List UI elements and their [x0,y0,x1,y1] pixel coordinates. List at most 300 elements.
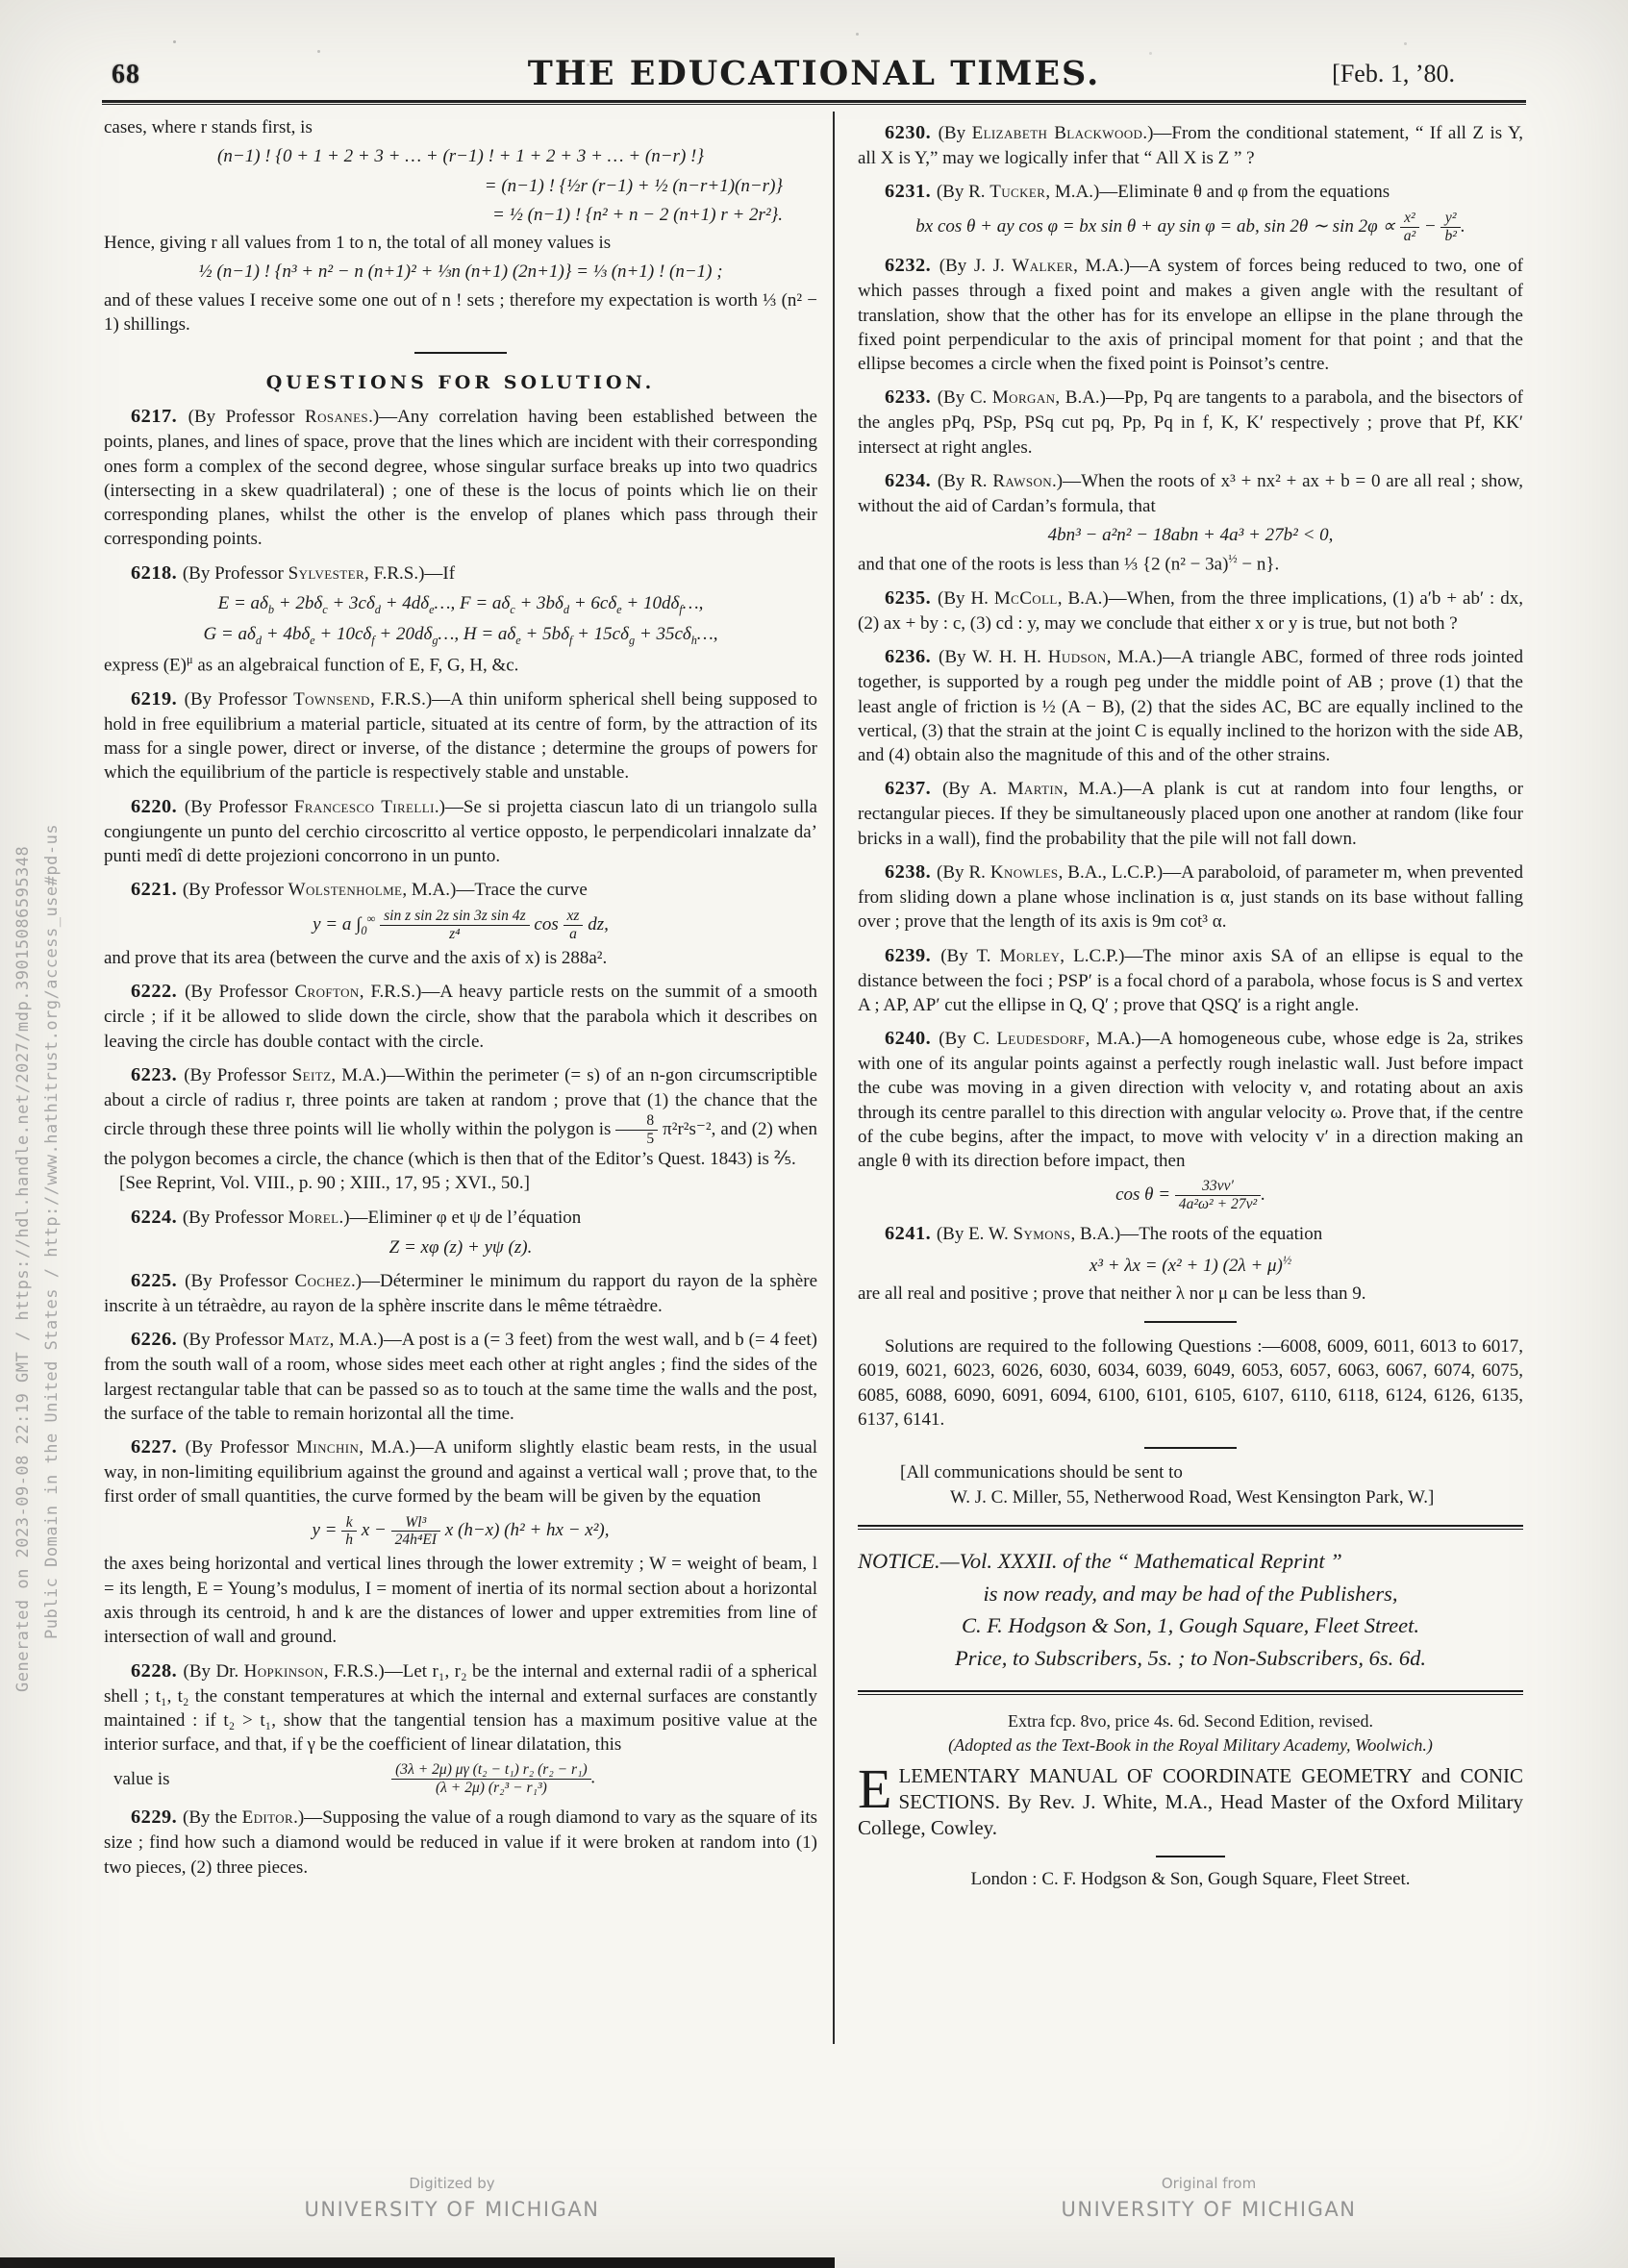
question-6233 [858,385,1523,460]
byline-prefix: (By J. J. [939,256,1013,277]
byline-suffix: , F.R.S.)— [369,688,451,710]
proposer-name: Rosanes [305,407,369,428]
question-number: 6241. [885,1223,937,1245]
double-rule [858,1525,1523,1530]
fraction-numerator: k [341,1514,357,1532]
imprint-rule [1156,1856,1225,1857]
question-opening [104,1805,817,1880]
question-text: The roots of the equation [1139,1224,1323,1245]
fraction-numerator: sin z sin 2z sin 3z sin 4z [380,908,530,925]
question-opening [858,860,1523,935]
question-text: Eliminer φ et ψ de l’équation [367,1207,582,1228]
byline-suffix: , B.A.)— [1070,1224,1140,1245]
hathitrust-generated-stamp: Generated on 2023-09-08 22:19 GMT / https://hdl.handle.net/2027/mdp.39015086595348 [13,845,33,1692]
fraction-denominator: (λ + 2μ) (r₂³ − r₁³) [435,1779,547,1796]
fraction-denominator: a² [1403,227,1416,244]
display-formula [104,1514,817,1549]
question-text: A uniform slightly elastic beam rests, in the usual way, in non-limiting equilibrium against the ground and against a vertical wall ; prove that, to the first order of small quantities, the curve formed by the beam will be given by the equation [104,1437,817,1508]
question-6231 [858,179,1523,244]
display-formula [858,210,1523,244]
byline-suffix: , M.A.)— [1063,779,1141,800]
paragraph: and of these values I receive some one out of n ! sets ; therefore my expectation is worth ⅓ (n² − 1) shillings. [104,289,817,335]
proposer-name: Rawson [992,470,1053,491]
byline-suffix: .)— [293,1807,323,1829]
question-number: 6227. [131,1436,186,1458]
byline-suffix: .)— [1142,123,1172,143]
byline-prefix: (By Professor [184,796,294,817]
display-formula [858,1178,1523,1212]
question-text: A plank is cut at random into four lengths, or rectangular pieces. If they be simultaneously placed upon one another at random (like four bricks in a wall), find the probability that the pile will not fall down. [858,779,1523,849]
paragraph: express $(E)^\mu$ as an algebraical function of E, F, G, H, &c. [104,653,519,676]
question-opening [858,179,1523,205]
superscript: μ [187,653,193,667]
question-text: Let r₁, r₂ be the internal and external radii of a spherical shell ; t₁, t₂ the constant temperatures at which the internal and external surfaces are constantly maintained : if t₂ > t₁, show that the tangential tension has a maximum positive value at the interior surface, and that, if γ be the coefficient of linear dilatation, this [104,1660,817,1756]
communications-note [858,1460,1523,1509]
fraction-denominator: 24h⁴EI [394,1532,438,1549]
question-6240 [858,1026,1523,1212]
communications-line: W. J. C. Miller, 55, Netherwood Road, West Kensington Park, W.] [950,1486,1435,1508]
superscript: ½ [1228,552,1238,566]
paragraph: and prove that its area (between the curve and the axis of x) is 288a². [104,948,608,969]
proposer-name: McColl [993,588,1058,610]
question-6226 [104,1327,817,1426]
hathitrust-rights-stamp: Public Domain in the United States / http://www.hathitrust.org/access_use#pd-us [42,823,62,1639]
question-text: A paraboloid, of parameter m, when prevented from sliding down a plane whose inclination is α, just stands on its base without falling over ; prove that the length of its axis is 9m cot³ α. [858,861,1523,933]
question-opening [104,1658,817,1757]
subscript: e [515,633,521,647]
question-6229 [104,1805,817,1880]
byline-prefix: (By R. [937,470,993,491]
subscript: b [267,602,275,616]
proposer-name: Walker [1012,256,1074,277]
fraction-numerator: x² [1400,210,1419,227]
proposer-name: Martin [1007,779,1064,800]
question-6218 [104,561,817,678]
notice-line: is now ready, and may be had of the Publishers, [983,1581,1398,1606]
display-formula [858,523,1523,547]
proposer-name: Francesco Tirelli [293,796,435,817]
question-text: Trace the curve [474,880,588,901]
fraction-numerator: xz [564,908,584,925]
original-from-stamp [1040,2175,1377,2221]
question-6223 [104,1062,817,1196]
question-number: 6233. [885,386,938,409]
question-text: A system of forces being reduced to two, one of which passes through a fixed point and makes a given angle with the resultant of translation, show that the other has for its envelope an ellipse in the plane through the fixed point perpendicular to the axis of principal moment for that point ; and that the ellipse becomes a circle when the fixed point is Poinsot’s centre. [858,256,1523,375]
byline-suffix: , F.R.S.)— [323,1660,403,1682]
question-text: Pp, Pq are tangents to a parabola, and the bisectors of the angles pPq, PSp, PSq cut pq, Pp, Pq in f, K, K′ respectively ; prove that Pf, KK′ intersect at right angles. [858,387,1523,458]
question-text: If [442,562,456,584]
byline-prefix: (By A. [941,779,1008,800]
question-text: A post is a (= 3 feet) from the west wall, and b (= 4 feet) from the south wall of a room, whose sides meet each other at right angles ; find the sides of the largest rectangular table that can be passed so as to touch at the same time the walls and the post, the surface of the table to remain horizontal all the time. [104,1330,817,1424]
byline-suffix: , M.A.)— [359,1437,435,1458]
formula-body: (n−1) ! {0 + 1 + 2 + 3 + … + (r−1) ! + 1 + 2 + 3 + … + (n−r) !} [217,146,704,167]
subscript: e [310,633,315,647]
reference-note: [See Reprint, Vol. VIII., p. 90 ; XIII., 17, 95 ; XVI., 50.] [119,1173,530,1194]
subscript: f [679,602,683,616]
subscript: c [322,602,328,616]
proposer-name: Seitz [291,1064,332,1085]
byline-prefix: (By Professor [182,1207,288,1228]
question-number: 6218. [131,561,183,584]
byline-suffix: .)— [1052,470,1082,491]
proposer-name: Wolstenholme [288,880,403,901]
question-opening [858,644,1523,767]
byline-prefix: (By C. [937,387,992,409]
notice-line: NOTICE.—Vol. XXXII. of the “ Mathematical Reprint ” [858,1548,1342,1573]
publisher-imprint [858,1856,1523,1891]
question-6219 [104,686,817,785]
scan-edge-artifact [0,2257,835,2268]
formula-body: x³ + λx = (x² + 1) $(2\lambda + \mu)^{\frac{1}{2}}$ [1089,1253,1292,1276]
formula-body: Z = xφ (z) + yψ (z). [388,1236,533,1258]
question-opening [104,979,817,1054]
formula-body: $G = a\delta_d + 4b\delta_e + 10c\delta_f$ + $20d\delta_g\dots$, $H = a\delta_e + 5b\delta_f + 15c\delta_g$ + $35c\delta_h\dots$, [203,623,718,647]
notice-line: Price, to Subscribers, 5s. ; to Non-Subscribers, 6s. 6d. [955,1646,1426,1671]
digitized-by-label: Digitized by [409,2175,495,2192]
proposer-name: Cochez [294,1270,351,1291]
proposer-name: Sylvester [288,562,365,584]
question-opening [858,253,1523,376]
question-number: 6220. [131,795,185,817]
display-formula [858,1252,1523,1278]
fraction-denominator: z⁴ [449,925,461,942]
byline-suffix: , L.C.P.)— [1060,945,1143,966]
formula-body: y = $\frac{k}{h}$ x − $\frac{\text{Wl³}}{\text{24h⁴EI}}$ x (h−x) (h² + hx − x²), [312,1513,610,1549]
question-6220 [104,794,817,869]
byline-prefix: (By Dr. [183,1660,244,1682]
question-opening [858,776,1523,851]
subscript: d [374,602,381,616]
byline-suffix: , F.R.S.)— [364,562,443,584]
advert-adopted-line: (Adopted as the Text-Book in the Royal Military Academy, Woolwich.) [948,1734,1433,1755]
question-number: 6229. [131,1807,184,1829]
question-opening [104,877,817,903]
question-opening [104,1062,817,1171]
question-text: Within the perimeter (= s) of an n-gon circumscriptible about a circle of radius r, three points are taken at random ; prove that (1) the chance that the circle through these three points will lie wholly within the polygon is $\frac{8}{5}$ π²r²s⁻², and (2) when the polygon becomes a circle, the chance (which is then that of the Editor’s Quest. 1843) is ⅖. [104,1064,817,1170]
subscript: c [510,602,515,616]
question-text: A triangle ABC, formed of three rods jointed together, is supported by a rough peg under the middle point of AB ; prove (1) that the least angle of friction is ½ (A − B), (2) that the sides AC, BC are equally inclined to the vertical, (3) that the strain at the joint C is equally inclined to the horizon with the side AB, and (4) obtain also the magnitude of this and of the other strains. [858,647,1524,766]
fraction [615,1112,658,1147]
advert-edition-line: Extra fcp. 8vo, price 4s. 6d. Second Edition, revised. [1008,1710,1373,1731]
byline-prefix: (By R. [936,182,990,203]
question-number: 6236. [885,646,939,668]
byline-suffix: , B.A.)— [1057,588,1127,610]
book-advert [858,1710,1523,1842]
formula-body: 4bn³ − a²n² − 18abn + 4a³ + 27b² < 0, [1047,525,1334,546]
question-6237 [858,776,1523,851]
question-6239 [858,943,1523,1018]
proposer-name: Crofton [294,982,360,1003]
formula-body: y = a $\int_0^\infty$ $\frac{\text{sin z sin 2z sin 3z sin 4z}}{\text{z⁴}}$ cos $\frac{xz}{a}$ dz, [313,908,609,942]
question-number: 6240. [885,1028,939,1050]
question-text: A heavy particle rests on the summit of a smooth circle ; if it be allowed to slide down the circle, show that the parabola which it describes on leaving the circle has double contact with the circle. [104,982,817,1052]
fraction-numerator: (3λ + 2μ) μγ (t₂ − t₁) r₂ (r₂ − r₁) [391,1761,591,1779]
question-6222 [104,979,817,1054]
formula-body: bx cos θ + ay cos φ = bx sin θ + ay sin φ = ab, sin 2θ ∼ sin 2φ ∝ $\frac{\text{x²}}{\text{a²}}$ − $\frac{\text{y²}}{\text{b²}}$ . [915,210,1465,244]
byline-prefix: (By E. W. [936,1224,1014,1245]
superscript: ∞ [366,911,376,926]
fraction-denominator: 5 [646,1130,655,1147]
question-text: Eliminate θ and φ from the equations [1117,182,1390,203]
byline-prefix: (By Professor [188,407,306,428]
byline-suffix: , B.A., L.C.P.)— [1058,861,1182,883]
formula-body: = ½ (n−1) ! {n² + n − 2 (n+1) r + 2r²}. [492,204,783,225]
question-6232 [858,253,1523,376]
question-opening [104,1434,817,1509]
communications-line: [All communications should be sent to [900,1462,1183,1483]
byline-prefix: (By the [183,1807,242,1829]
question-6230 [858,120,1523,170]
question-number: 6231. [885,181,937,203]
proposer-name: Morgan [991,387,1056,409]
question-text: Supposing the value of a rough diamond to vary as the square of its size ; find how such a diamond would be reduced in value if it were broken at random into (1) two pieces, (2) three pieces. [104,1807,817,1878]
byline-suffix: , M.A.)— [331,1064,405,1085]
subscript: e [616,602,622,616]
subscript: d [563,602,570,616]
question-6234 [858,468,1523,577]
paragraph: and that one of the roots is less than ⅓ {2 $(n^2 - 3a)^{\frac{1}{2}} - n$}. [858,552,1280,575]
subscript: e [429,602,435,616]
subscript: f [568,633,573,647]
byline-prefix: (By Professor [182,880,288,901]
page-number: 68 [112,60,140,89]
question-number: 6217. [131,406,188,428]
question-6235 [858,586,1523,636]
byline-prefix: (By Professor [183,1330,289,1351]
question-text: Any correlation having been established between the points, planes, and lines of space, prove that the lines which are incident with their corresponding ones form a complex of the second degree, whose singular surface breaks up into two quadrics (intersecting in a skew quadrilateral) ; one of these is the locus of points which lie on their corresponding planes, whilst the other is the envelop of planes which pass through their corresponding points. [104,407,817,550]
subscript: f [371,633,375,647]
fraction [1400,210,1419,244]
paragraph: Solutions are required to the following Questions :—6008, 6009, 6011, 6013 to 6017, 6019, 6021, 6023, 6026, 6030, 6034, 6039, 6049, 6053, 6057, 6063, 6067, 6074, 6075, 6085, 6088, 6090, 6091, 6094, 6100, 6101, 6105, 6107, 6110, 6118, 6124, 6126, 6135, 6137, 6141. [858,1336,1523,1431]
paragraph: cases, where r stands first, is [104,117,313,137]
question-number: 6223. [131,1063,185,1085]
proposer-name: Minchin [296,1437,360,1458]
question-opening [858,586,1523,636]
question-opening [104,1268,817,1318]
byline-prefix: (By Professor [184,688,294,710]
display-formula [104,1761,817,1796]
byline-suffix: , B.A.)— [1055,387,1124,409]
separator-rule [1144,1321,1237,1323]
byline-prefix: (By [938,123,972,143]
question-number: 6222. [131,981,186,1003]
proposer-name: Symons [1013,1224,1071,1245]
display-formula [104,174,817,198]
question-6241 [858,1221,1523,1306]
page-title: THE EDUCATIONAL TIMES. [527,54,1101,93]
fraction [391,1514,441,1549]
proposer-name: Tucker [989,182,1046,203]
question-opening [104,561,817,586]
formula-body: = (n−1) ! {½r (r−1) + ½ (n−r+1)(n−r)} [484,175,783,196]
question-6236 [858,644,1523,767]
proposer-name: Editor [241,1807,294,1829]
byline-prefix: (By T. [940,945,1000,966]
question-opening [104,1205,817,1231]
digitized-by-stamp [288,2175,615,2221]
question-opening [104,1327,817,1426]
paragraph: the axes being horizontal and vertical lines through the lower extremity ; W = weight of beam, l = its length, E = Young’s modulus, I = moment of inertia of its normal section about a horizontal axis through its centroid, h and k are the distances of lower and upper extremities from line of intersection of wall and ground. [104,1554,817,1648]
byline-prefix: (By H. [938,588,994,610]
fraction-denominator: b² [1444,227,1457,244]
byline-prefix: (By W. H. H. [939,647,1048,668]
question-opening [858,468,1523,518]
display-formula [104,260,817,284]
question-opening [104,404,817,551]
issue-date: [Feb. 1, ’80. [1332,60,1455,87]
fraction-denominator: a [569,925,577,942]
proposer-name: Hudson [1047,647,1107,668]
byline-suffix: .)— [434,796,463,817]
fraction [380,908,530,942]
byline-suffix: , M.A.)— [1045,182,1118,203]
proposer-name: Leudesdorf [996,1029,1086,1050]
proposer-name: Morel [288,1207,339,1228]
formula-label: value is [113,1768,170,1789]
fraction-numerator: y² [1440,210,1460,227]
question-6225 [104,1268,817,1318]
advert-title [858,1757,1523,1842]
question-number: 6221. [131,879,183,901]
separator-rule [414,352,507,354]
display-formula [104,591,817,617]
byline-suffix: .)— [350,1270,381,1291]
notice-line: C. F. Hodgson & Son, 1, Gough Square, Fleet Street. [961,1613,1419,1638]
scan-speckles [173,40,176,43]
byline-prefix: (By C. [939,1029,997,1050]
question-number: 6219. [131,687,185,710]
question-text: The minor axis SA of an ellipse is equal to the distance between the foci ; PSP′ is a focal chord of a parabola, whose focus is S and vertex A ; AP, AP′ cut the ellipse in Q, Q′ ; prove that QSQ′ is a right angle. [858,945,1524,1015]
question-text: Déterminer le minimum du rapport du rayon de la sphère inscrite à un tétraèdre, au rayon de la sphère inscrite dans le même tétraèdre. [104,1270,817,1316]
fraction-numerator: Wl³ [391,1514,441,1532]
fraction-denominator: h [345,1532,354,1549]
section-heading: QUESTIONS FOR SOLUTION. [265,372,656,394]
imprint-line: London : C. F. Hodgson & Son, Gough Square, Fleet Street. [970,1868,1411,1889]
fraction [1175,1178,1261,1212]
subscript: g [432,633,438,647]
question-opening [858,943,1523,1018]
question-number: 6238. [885,860,938,883]
right-column [858,112,1523,1891]
question-number: 6225. [131,1269,186,1291]
question-opening [104,686,817,785]
byline-suffix: , M.A.)— [402,880,475,901]
proposer-name: Hopkinson [243,1660,324,1682]
byline-prefix: (By Professor [185,1437,297,1458]
proposer-name: Knowles [989,861,1059,883]
fraction-numerator: 33vv′ [1175,1178,1261,1195]
question-6224 [104,1205,817,1259]
byline-prefix: (By Professor [185,1270,295,1291]
fraction [341,1514,357,1549]
question-text: Se si projetta ciascun lato di un triangolo sulla congiungente un punto del cerchio circoscritto al vertice opposto, le perpendicolari innalzate da’ punti medî di dette projezioni concorrono in un punto. [104,796,817,866]
superscript: ½ [1282,1253,1292,1267]
byline-suffix: .)— [338,1207,368,1228]
question-text: A thin uniform spherical shell being supposed to hold in free equilibrium a material particle, situated at its centre of form, by the attraction of its mass for a single power, direct or inverse, of the distance ; determine the groups of powers for which the equilibrium of the particle is respectively stable and unstable. [104,688,817,784]
formula-body: cos θ = $\frac{33vv'}{\text{4a²ω² + 27v²}}$ . [1115,1178,1265,1212]
advert-dropcap: E [858,1757,892,1820]
display-formula [104,144,817,168]
proposer-name: Morley [999,945,1061,966]
fraction [1440,210,1460,244]
byline-prefix: (By R. [937,861,990,883]
question-number: 6226. [131,1329,184,1351]
question-text: When, from the three implications, (1) a′b + ab′ : dx, (2) ax + by : c, (3) cd : y, may we conclude that either x or y is true, but not both ? [858,588,1523,635]
byline-prefix: (By Professor [182,562,288,584]
double-rule [858,1690,1523,1695]
header-rule [102,100,1526,105]
question-text: From the conditional statement, “ If all Z is Y, all X is Y,” may we logically infer that “ All X is Z ” ? [858,123,1523,169]
question-text: A homogeneous cube, whose edge is 2a, strikes with one of its angular points against a perfectly rough inelastic wall. Just before impact the cube was moving in a given direction with velocity v, and rotating about an axis through its centre parallel to this direction with angular velocity ω. Prove that, if the centre of the cube begins, after the impact, to move with velocity v′ in a direction making an angle θ with its direction before impact, then [858,1029,1523,1172]
paragraph: Hence, giving r all values from 1 to n, the total of all money values is [104,233,612,254]
question-6217 [104,404,817,551]
subscript: d [255,633,262,647]
notice-block [858,1545,1523,1675]
question-opening [858,385,1523,460]
subscript: g [628,633,636,647]
formula-body: ½ (n−1) ! {n³ + n² − n (n+1)² + ⅓n (n+1) (2n+1)} = ⅓ (n+1) ! (n−1) ; [198,262,723,283]
proposer-name: Elizabeth Blackwood [971,123,1143,143]
byline-suffix: , F.R.S.)— [359,982,440,1003]
question-number: 6235. [885,587,939,610]
fraction [391,1761,591,1796]
question-number: 6228. [131,1659,184,1682]
display-formula [104,908,817,942]
left-column [104,115,817,1880]
byline-prefix: (By Professor [184,1064,292,1085]
original-from-label: Original from [1161,2175,1257,2192]
separator-rule [1144,1447,1237,1449]
column-divider-rule [833,112,835,2044]
display-formula [104,1235,817,1259]
question-number: 6234. [885,469,938,491]
fraction-numerator: 8 [615,1112,658,1130]
advert-title-text: LEMENTARY MANUAL OF COORDINATE GEOMETRY and CONIC SECTIONS. By Rev. J. White, M.A., Head Master of the Oxford Military College, Cowley. [858,1763,1523,1840]
question-opening [858,120,1523,170]
question-6228 [104,1658,817,1797]
byline-suffix: , M.A.)— [1085,1029,1160,1050]
byline-suffix: .)— [368,407,398,428]
original-org: UNIVERSITY OF MICHIGAN [1061,2198,1357,2221]
question-number: 6237. [885,778,942,800]
question-6227 [104,1434,817,1650]
question-6238 [858,860,1523,935]
subscript: h [690,633,697,647]
question-number: 6239. [885,944,941,966]
question-opening [858,1026,1523,1173]
proposer-name: Townsend [293,688,370,710]
byline-suffix: , M.A.)— [329,1330,402,1351]
question-number: 6224. [131,1206,183,1228]
question-number: 6230. [885,122,939,143]
paragraph: are all real and positive ; prove that neither λ nor μ can be less than 9. [858,1283,1366,1304]
byline-suffix: , M.A.)— [1106,647,1181,668]
byline-suffix: , M.A.)— [1073,256,1148,277]
question-opening [104,794,817,869]
question-opening [858,1221,1523,1247]
digitized-org: UNIVERSITY OF MICHIGAN [304,2198,600,2221]
display-formula [104,622,817,648]
subscript: 0 [361,923,367,937]
proposer-name: Matz [288,1330,330,1351]
fraction-denominator: 4a²ω² + 27v² [1178,1195,1258,1212]
byline-prefix: (By Professor [185,982,295,1003]
formula-body: $E = a\delta_b + 2b\delta_c + 3c\delta_d$ + $4d\delta_e\dots$, $F = a\delta_c + 3b\delta_d + 6c\delta_e$ + $10d\delta_f\dots$, [217,592,704,616]
question-6221 [104,877,817,970]
display-formula [104,203,817,227]
fraction [564,908,584,942]
formula-body: $\frac{\text{(3λ + 2μ) μγ (t₂ − t₁) r₂ (r₂ − r₁)}}{\text{(λ + 2μ) (r₂³ − r₁³)}}$ . [170,1761,817,1796]
